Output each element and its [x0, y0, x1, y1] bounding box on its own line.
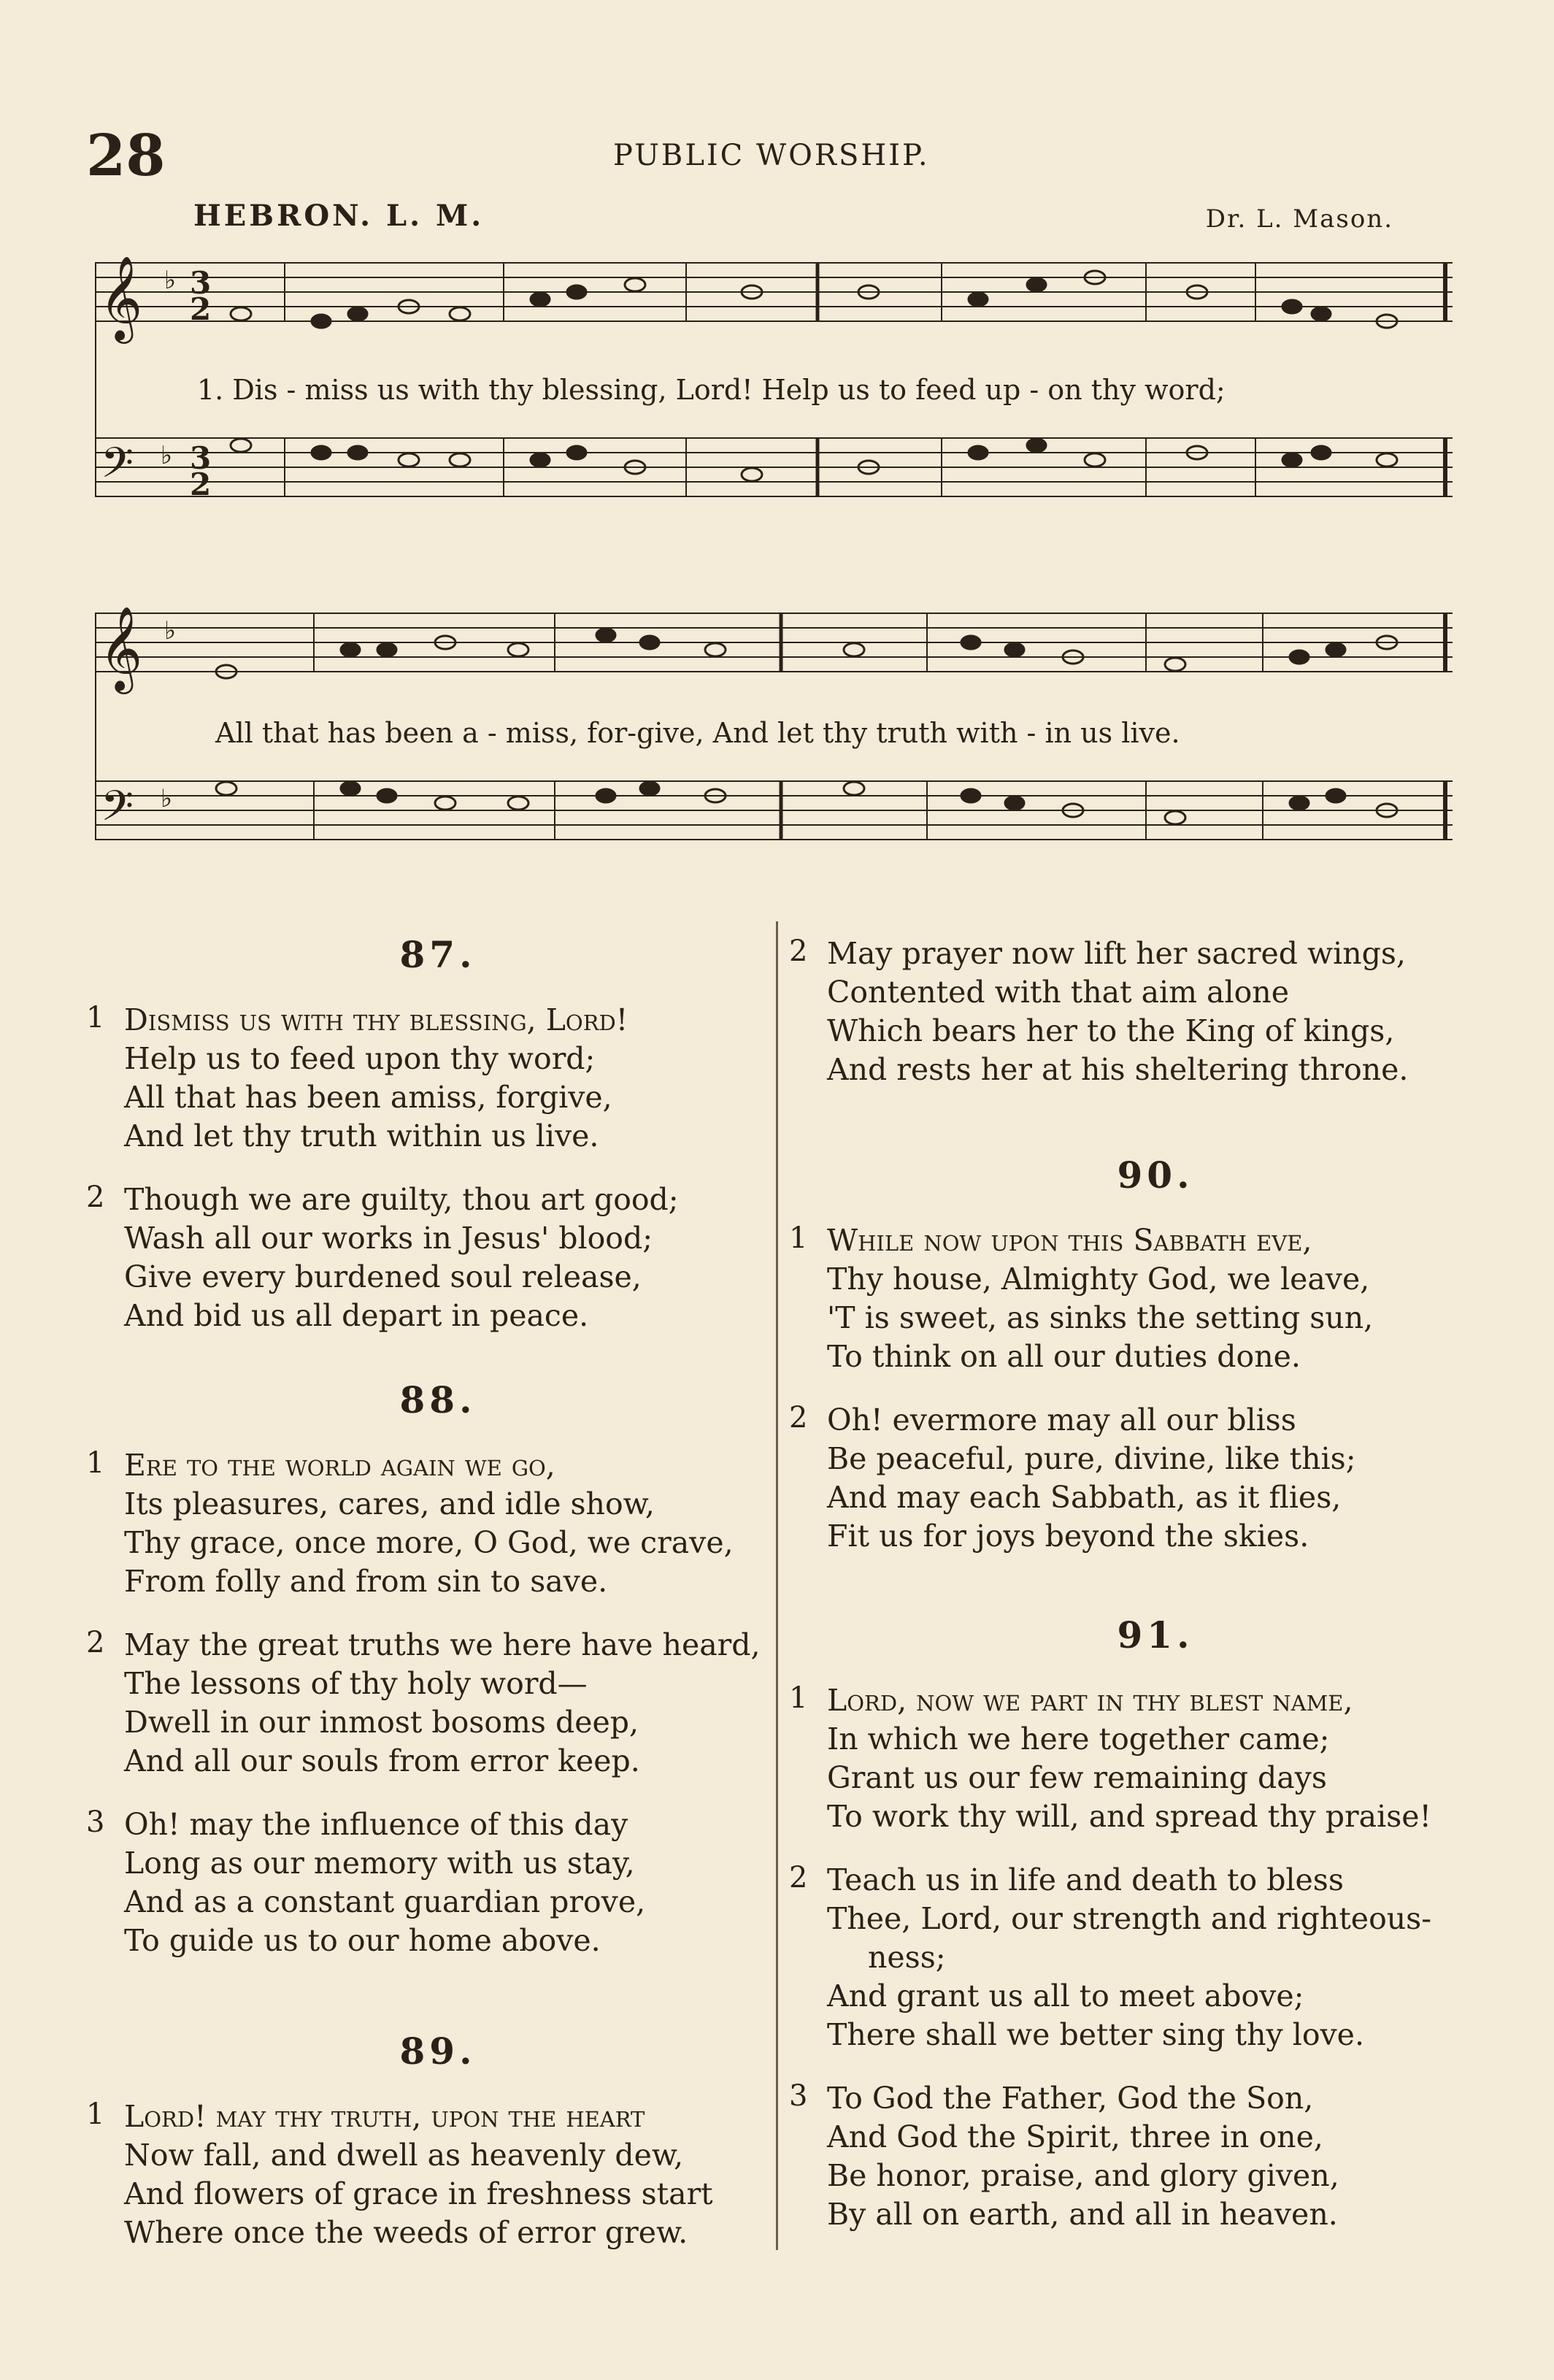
stanza [86, 1446, 752, 1601]
stanza [86, 1805, 752, 1960]
verse-line: Thy house, Almighty God, we leave, [827, 1262, 1370, 1297]
hymn-89 [86, 2030, 752, 2277]
stanza-number: 1 [86, 1001, 105, 1034]
tune-lyric-line-2: All that has been a - miss, for-give, And let thy truth with - in us live. [215, 717, 1180, 749]
hymn-number: 87. [399, 933, 477, 976]
verse-line: Where once the weeds of error grew. [124, 2215, 688, 2250]
verse-line: Wash all our works in Jesus' blood; [124, 1221, 653, 1256]
verse-line: And rests her at his sheltering throne. [827, 1052, 1409, 1087]
verse-line: Lord, now we part in thy blest name, [827, 1683, 1353, 1718]
svg-text:2: 2 [190, 291, 212, 327]
verse-line: Contented with that aim alone [827, 975, 1289, 1010]
verse-line: And may each Sabbath, as it flies, [827, 1480, 1342, 1515]
stanza [789, 1221, 1484, 1376]
svg-text:𝄞: 𝄞 [99, 255, 143, 340]
verse-line: All that has been amiss, forgive, [124, 1080, 612, 1115]
verse-line: Be peaceful, pure, divine, like this; [827, 1441, 1356, 1476]
svg-text:2: 2 [190, 467, 212, 502]
verse-line: From folly and from sin to save. [124, 1564, 608, 1599]
verse-line: Teach us in life and death to bless [827, 1862, 1344, 1897]
stanza-number: 2 [789, 1861, 808, 1895]
stanza-number: 3 [789, 2079, 808, 2113]
hymn-91 [789, 1613, 1484, 2259]
verse-line: And all our souls from error keep. [124, 1743, 640, 1778]
verse-line: Lord! may thy truth, upon the heart [124, 2099, 645, 2134]
svg-text:3: 3 [190, 265, 212, 301]
stanza-number: 2 [789, 934, 808, 968]
svg-text:𝄢: 𝄢 [101, 781, 134, 841]
verse-line: May prayer now lift her sacred wings, [827, 936, 1406, 971]
tune-name: HEBRON. L. M. [193, 199, 485, 233]
hymn-90 [789, 1153, 1484, 1581]
verse-line: ness; [868, 1940, 946, 1975]
stanza [86, 2097, 752, 2252]
verse-line: Which bears her to the King of kings, [827, 1013, 1395, 1048]
stanza [86, 1181, 752, 1335]
verse-line: And grant us all to meet above; [827, 1978, 1304, 2014]
stanza-number: 1 [789, 1681, 808, 1715]
stanza [789, 1401, 1484, 1556]
running-head: PUBLIC WORSHIP. [613, 139, 930, 172]
stanza [86, 1626, 761, 1781]
verse-line: Now fall, and dwell as heavenly dew, [124, 2138, 684, 2173]
svg-text:♭: ♭ [164, 266, 177, 295]
verse-line: 'T is sweet, as sinks the setting sun, [827, 1300, 1374, 1335]
stanza [789, 1681, 1484, 1836]
verse-line: To guide us to our home above. [124, 1923, 601, 1958]
hymn-87 [86, 933, 752, 1360]
svg-text:𝄞: 𝄞 [99, 605, 143, 691]
verse-line: May the great truths we here have heard, [124, 1627, 761, 1662]
svg-text:♭: ♭ [161, 784, 173, 813]
tune-lyric-line-1: 1. Dis - miss us with thy blessing, Lord! Help us to feed up - on thy word; [197, 374, 1226, 406]
stanza-number: 1 [86, 2097, 105, 2131]
svg-text:3: 3 [190, 440, 212, 476]
svg-text:♭: ♭ [164, 616, 177, 645]
verse-line: And flowers of grace in freshness start [124, 2176, 713, 2211]
verse-line: The lessons of thy holy word— [124, 1666, 588, 1701]
verse-line: Help us to feed upon thy word; [124, 1041, 596, 1076]
verse-line: And let thy truth within us live. [124, 1118, 599, 1153]
stanza-number: 2 [86, 1181, 105, 1214]
stanza [789, 1861, 1484, 2054]
stanza [789, 934, 1484, 1089]
verse-line: Oh! evermore may all our bliss [827, 1402, 1296, 1437]
verse-line: Its pleasures, cares, and idle show, [124, 1486, 655, 1521]
verse-line: And God the Spirit, three in one, [827, 2119, 1323, 2154]
verse-line: By all on earth, and all in heaven. [827, 2197, 1338, 2232]
hymn-number: 91. [1117, 1613, 1194, 1657]
verse-line: Thy grace, once more, O God, we crave, [124, 1525, 734, 1560]
verse-line: In which we here together came; [827, 1721, 1330, 1757]
verse-line: To work thy will, and spread thy praise! [827, 1799, 1431, 1834]
stanza-number: 2 [86, 1626, 105, 1659]
verse-line: Give every burdened soul release, [124, 1259, 642, 1294]
verse-line: There shall we better sing thy love. [827, 2017, 1364, 2052]
hymn-number: 90. [1117, 1153, 1194, 1197]
stanza-number: 1 [789, 1221, 808, 1255]
hymn-number: 88. [399, 1378, 477, 1421]
tune-composer: Dr. L. Mason. [1205, 204, 1393, 234]
verse-line: While now upon this Sabbath eve, [827, 1223, 1312, 1258]
verse-line: Thee, Lord, our strength and righteous- [827, 1901, 1432, 1936]
verse-line: Dismiss us with thy blessing, Lord! [124, 1002, 628, 1037]
hymn-number: 89. [399, 2030, 477, 2073]
hymn-88 [86, 1378, 761, 1985]
stanza-number: 1 [86, 1446, 105, 1480]
verse-line: To God the Father, God the Son, [827, 2081, 1314, 2116]
hymn-89-continued [789, 934, 1484, 1114]
verse-line: Fit us for joys beyond the skies. [827, 1519, 1309, 1554]
stanza-number: 3 [86, 1805, 105, 1839]
stanza [86, 1001, 752, 1156]
verse-line: To think on all our duties done. [827, 1339, 1301, 1374]
svg-text:♭: ♭ [161, 441, 173, 470]
verse-line: Dwell in our inmost bosoms deep, [124, 1705, 639, 1740]
column-divider [776, 921, 778, 2250]
svg-text:𝄢: 𝄢 [101, 438, 134, 498]
stanza-number: 2 [789, 1401, 808, 1435]
verse-line: Though we are guilty, thou art good; [124, 1182, 679, 1217]
page-number: 28 [86, 123, 166, 189]
stanza [789, 2079, 1484, 2234]
verse-line: Grant us our few remaining days [827, 1760, 1327, 1795]
verse-line: Long as our memory with us stay, [124, 1846, 635, 1881]
verse-line: And bid us all depart in peace. [124, 1298, 589, 1333]
verse-line: Oh! may the influence of this day [124, 1807, 628, 1842]
verse-line: Ere to the world again we go, [124, 1448, 555, 1483]
verse-line: Be honor, praise, and glory given, [827, 2158, 1339, 2193]
verse-line: And as a constant guardian prove, [124, 1884, 646, 1919]
